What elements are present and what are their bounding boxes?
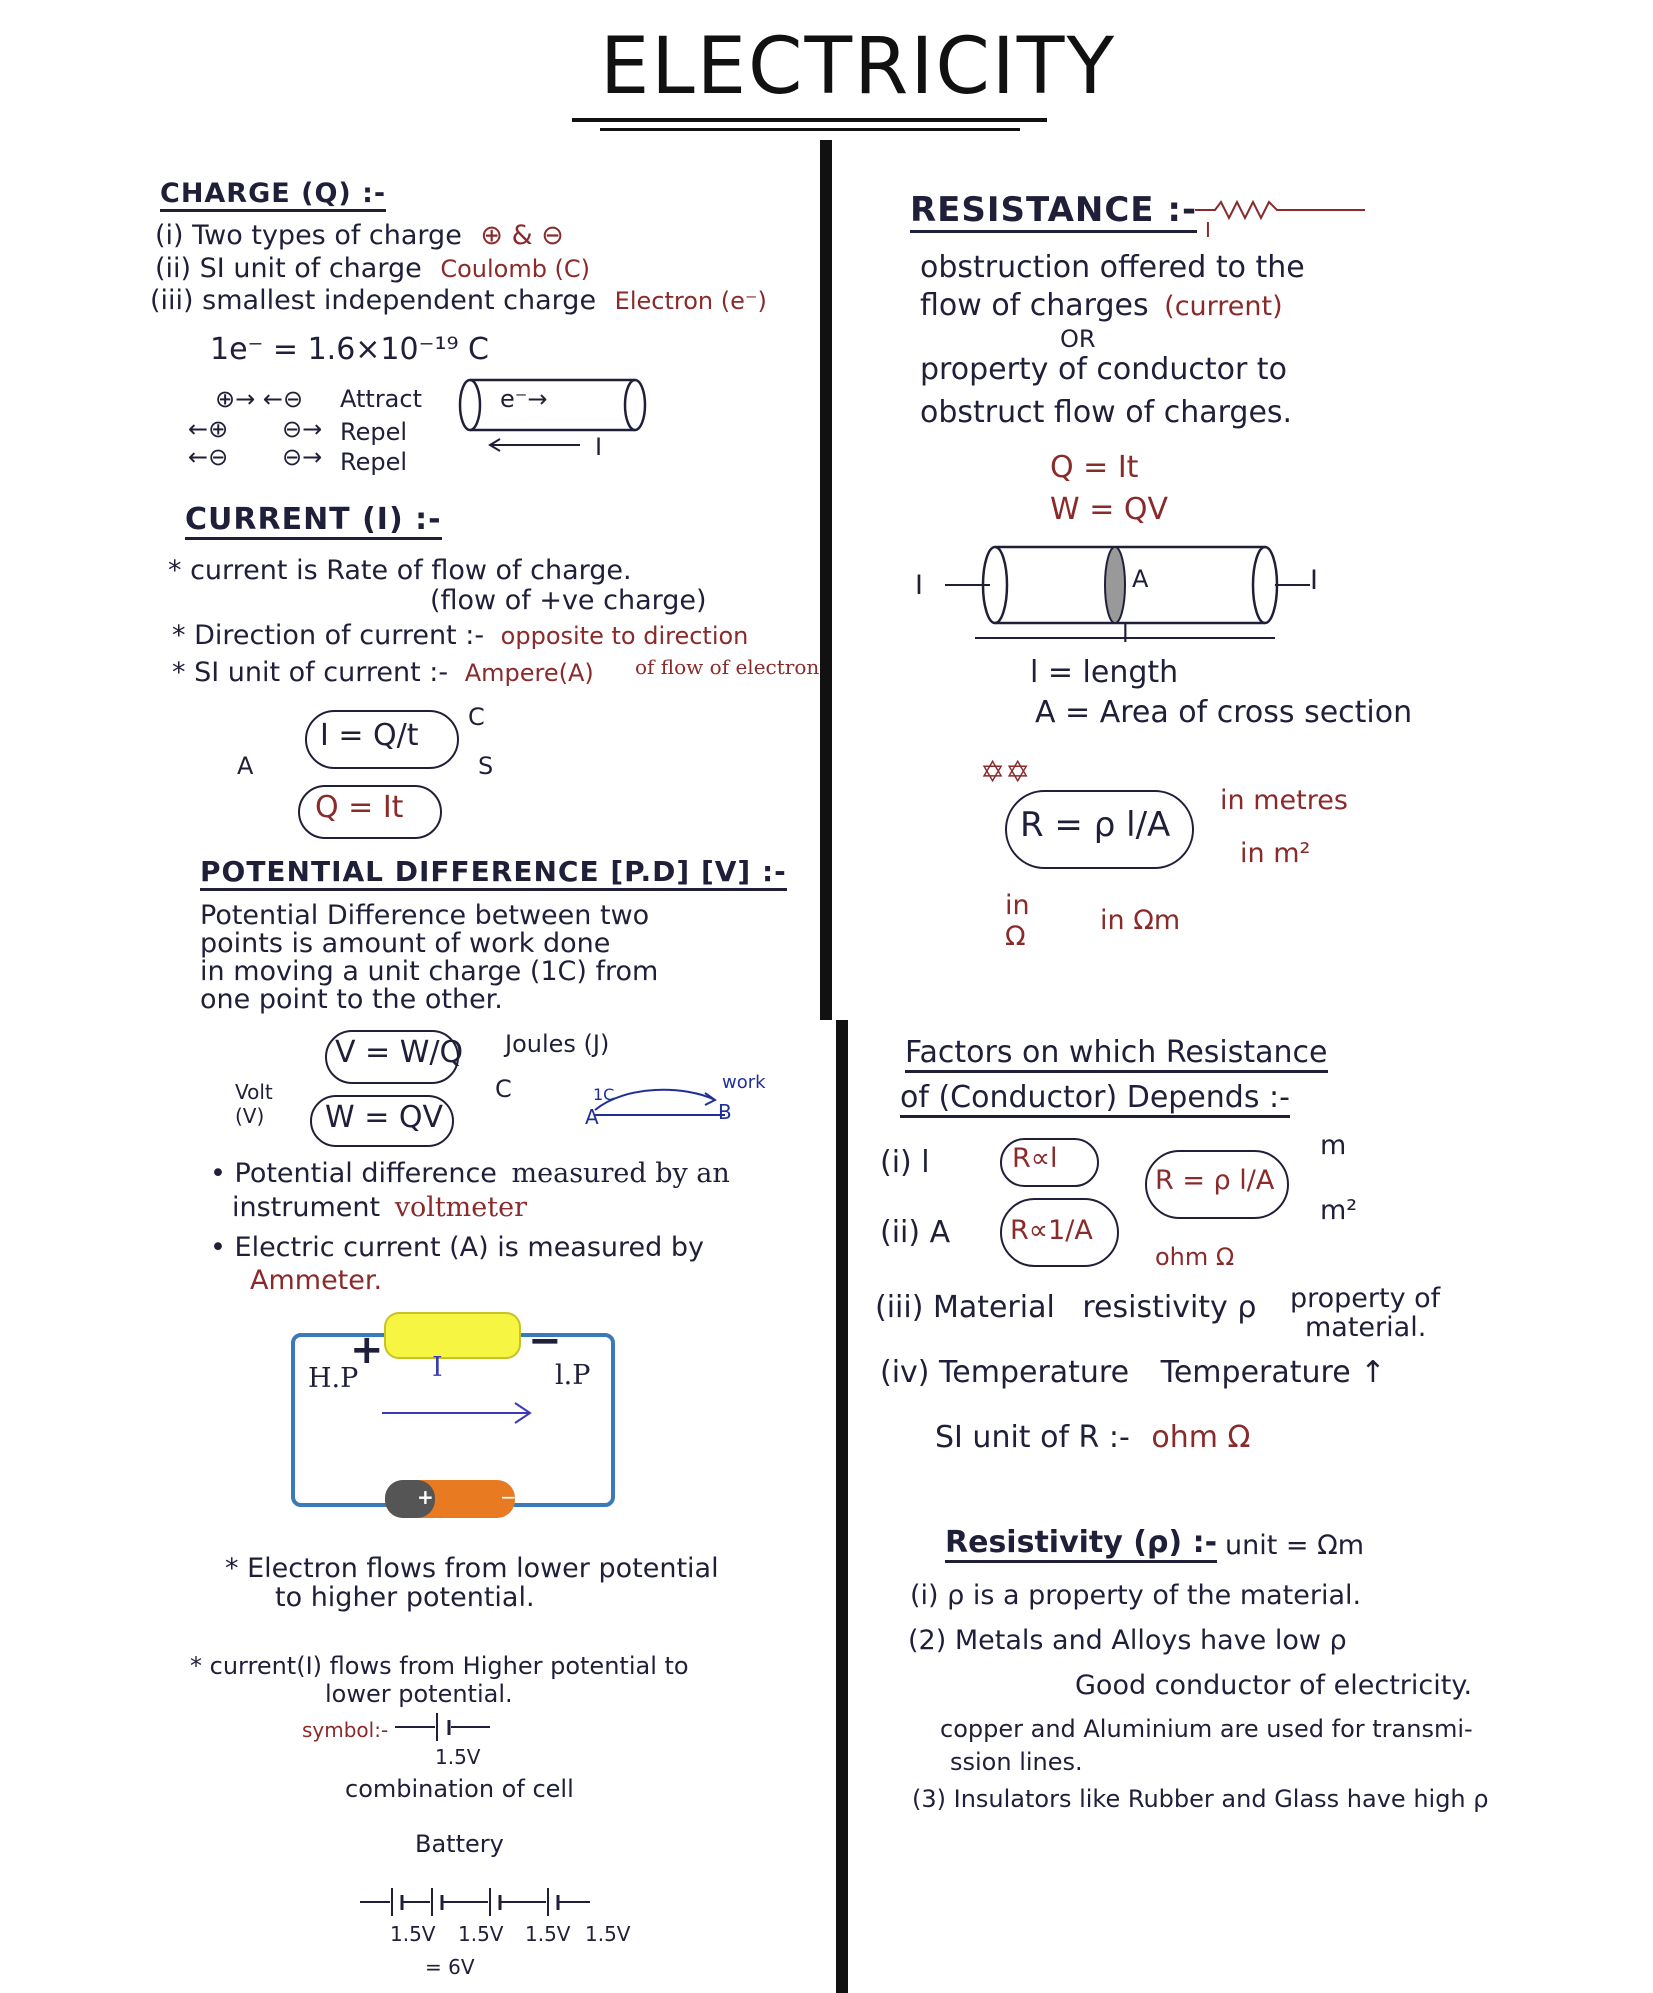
- repel-symbols-1: ←⊕: [188, 415, 229, 443]
- resistance-heading: RESISTANCE :-: [910, 190, 1197, 233]
- resistivity-line-3: Good conductor of electricity.: [1075, 1670, 1473, 1701]
- factor-3c: property of: [1290, 1283, 1441, 1314]
- factor-4b: Temperature ↑: [1160, 1355, 1386, 1390]
- current-formula-2: Q = It: [315, 790, 404, 825]
- pd-formula-1: V = W/Q: [335, 1035, 464, 1070]
- pd-bullet-1d: voltmeter: [394, 1192, 527, 1223]
- resistance-def-3: property of conductor to: [920, 352, 1287, 387]
- factor-4: [880, 1355, 1385, 1390]
- repel-label-2: Repel: [340, 448, 408, 476]
- resistance-def-2b: (current): [1164, 291, 1283, 322]
- battery-cell-2: 1.5V: [458, 1922, 504, 1946]
- current-label-c: C: [468, 703, 485, 731]
- factor-2-relation: R∝1/A: [1010, 1215, 1093, 1246]
- resistance-f2: W = QV: [1050, 492, 1169, 527]
- current-line-2: [172, 620, 748, 651]
- charge-item-2-value: Coulomb (C): [440, 255, 591, 283]
- current-si-value: Ampere(A): [464, 659, 594, 687]
- battery-cell-1: 1.5V: [390, 1922, 436, 1946]
- circuit-current: I: [432, 1352, 443, 1383]
- pd-bullet-1: [210, 1158, 730, 1189]
- factor-m2: m²: [1320, 1195, 1358, 1226]
- pd-line-1: Potential Difference between two: [200, 900, 650, 931]
- current-line-1: * current is Rate of flow of charge.: [168, 555, 632, 586]
- cyl-i-right: I: [1310, 565, 1318, 596]
- cell-plus: +: [417, 1485, 434, 1509]
- title-underline-2: [600, 128, 1020, 131]
- factor-3: [875, 1290, 1256, 1325]
- circuit-plus: +: [350, 1327, 384, 1373]
- battery-cell-4: 1.5V: [585, 1922, 631, 1946]
- resistor-current: I: [1205, 218, 1211, 242]
- pd-volt: Volt (V): [235, 1080, 273, 1128]
- page-title: ELECTRICITY: [600, 22, 1117, 112]
- battery-symbol: [360, 1880, 640, 1920]
- current-flow-2: lower potential.: [325, 1680, 513, 1708]
- factors-heading-2: of (Conductor) Depends :-: [900, 1080, 1290, 1118]
- resistivity-line-2: (2) Metals and Alloys have low ρ: [908, 1625, 1347, 1656]
- resistor-icon: [1195, 190, 1375, 240]
- length-definition: l = length: [1030, 655, 1179, 690]
- cell-voltage: 1.5V: [435, 1745, 481, 1769]
- pd-line-2: points is amount of work done: [200, 928, 611, 959]
- charge-item-1: [155, 220, 564, 251]
- current-line-3c: of flow of electron: [635, 655, 820, 679]
- factor-ohm: ohm Ω: [1155, 1243, 1235, 1271]
- pd-heading: POTENTIAL DIFFERENCE [P.D] [V] :-: [200, 855, 787, 891]
- factor-m: m: [1320, 1130, 1347, 1161]
- resistance-f1: Q = It: [1050, 450, 1139, 485]
- circuit-hp: H.P: [308, 1363, 359, 1394]
- cyl-i-left: I: [915, 570, 923, 601]
- si-unit-r: [935, 1420, 1250, 1455]
- battery-cell-3: 1.5V: [525, 1922, 571, 1946]
- electron-charge-formula: 1e⁻ = 1.6×10⁻¹⁹ C: [210, 332, 489, 367]
- resistivity-heading: Resistivity (ρ) :-: [945, 1525, 1217, 1563]
- factors-heading-1: Factors on which Resistance: [905, 1035, 1328, 1073]
- pd-line-3: in moving a unit charge (1C) from: [200, 956, 659, 987]
- repel-symbols-2b: ⊖→: [282, 443, 323, 471]
- current-label-a: A: [237, 752, 254, 780]
- important-stars: ✡✡: [980, 755, 1031, 790]
- pd-bullet-1b: measured by an: [511, 1158, 730, 1189]
- cyl-l: l: [1122, 620, 1129, 648]
- resistance-in-metres: in metres: [1220, 785, 1348, 816]
- charge-item-3-value: Electron (e⁻): [614, 287, 767, 315]
- current-direction-label: * Direction of current :-: [172, 620, 485, 651]
- electron-flow-1: * Electron flows from lower potential: [225, 1553, 719, 1584]
- resistance-in-ohm-m: in Ωm: [1100, 905, 1181, 936]
- current-label-s: S: [478, 752, 494, 780]
- circuit-minus: −: [528, 1318, 562, 1364]
- resistance-def-1: obstruction offered to the: [920, 250, 1305, 285]
- work-label-1c: 1C: [593, 1085, 615, 1104]
- factor-3a: (iii) Material: [875, 1290, 1055, 1325]
- factor-1: (i) l: [880, 1145, 930, 1180]
- factor-2: (ii) A: [880, 1215, 951, 1250]
- attract-symbols: ⊕→ ←⊖: [215, 385, 304, 413]
- pd-formula-2: W = QV: [325, 1100, 444, 1135]
- column-divider-lower: [836, 1020, 848, 1993]
- factor-3b: resistivity ρ: [1082, 1290, 1257, 1325]
- factor-formula: R = ρ l/A: [1155, 1165, 1275, 1196]
- wire-electron-label: e⁻→: [500, 385, 548, 413]
- attract-label: Attract: [340, 385, 422, 413]
- work-label-b: B: [718, 1100, 732, 1124]
- charge-item-3: [150, 285, 767, 316]
- pd-joules: Joules (J): [505, 1030, 610, 1058]
- current-heading: CURRENT (I) :-: [185, 502, 442, 540]
- repel-label-1: Repel: [340, 418, 408, 446]
- title-underline: [572, 118, 1047, 122]
- resistivity-unit: unit = Ωm: [1225, 1530, 1365, 1561]
- cyl-a: A: [1132, 565, 1149, 593]
- work-label-a: A: [585, 1105, 599, 1129]
- pd-bullet-1c: instrument: [232, 1192, 381, 1223]
- si-unit-r-label: SI unit of R :-: [935, 1420, 1130, 1455]
- circuit-lp: l.P: [555, 1360, 591, 1391]
- charge-item-2: [155, 253, 590, 284]
- factor-4a: (iv) Temperature: [880, 1355, 1130, 1390]
- pd-bullet-2b: Ammeter.: [250, 1265, 383, 1296]
- charge-item-1-value: ⊕ & ⊖: [480, 220, 564, 251]
- symbol-label: symbol:-: [302, 1718, 389, 1742]
- current-line-3: [172, 657, 594, 688]
- resistivity-line-4: copper and Aluminium are used for transmi-: [940, 1715, 1473, 1743]
- resistance-def-4: obstruct flow of charges.: [920, 395, 1293, 430]
- cell-symbol: [395, 1705, 505, 1745]
- factor-1-relation: R∝l: [1012, 1143, 1058, 1174]
- resistance-formula: R = ρ l/A: [1020, 805, 1171, 845]
- resistivity-line-6: (3) Insulators like Rubber and Glass have high ρ: [912, 1785, 1489, 1813]
- current-flow-1: * current(I) flows from Higher potential to: [190, 1652, 689, 1680]
- resistance-def-2a: flow of charges: [920, 288, 1149, 323]
- electron-flow-2: to higher potential.: [275, 1582, 535, 1613]
- repel-symbols-1b: ⊖→: [282, 415, 323, 443]
- pd-coulomb: C: [495, 1075, 512, 1103]
- factor-3d: material.: [1305, 1312, 1427, 1343]
- column-divider: [820, 140, 832, 1020]
- charge-item-3-text: (iii) smallest independent charge: [150, 285, 597, 316]
- current-si-label: * SI unit of current :-: [172, 657, 449, 688]
- work-label: work: [722, 1072, 766, 1093]
- battery-label: Battery: [415, 1830, 504, 1858]
- wire-diagram: [455, 375, 655, 465]
- circuit-diagram: [290, 1305, 630, 1515]
- resistance-or: OR: [1060, 325, 1096, 353]
- charge-item-1-text: (i) Two types of charge: [155, 220, 462, 251]
- resistivity-line-1: (i) ρ is a property of the material.: [910, 1580, 1362, 1611]
- current-formula-1: I = Q/t: [320, 718, 419, 753]
- current-direction-value: opposite to direction: [500, 622, 749, 650]
- pd-bullet-1-line2: [232, 1192, 527, 1223]
- area-definition: A = Area of cross section: [1035, 695, 1413, 730]
- combination-label: combination of cell: [345, 1775, 574, 1803]
- resistance-def-2: [920, 288, 1283, 323]
- pd-bullet-2: • Electric current (A) is measured by: [210, 1232, 704, 1263]
- pd-line-4: one point to the other.: [200, 984, 503, 1015]
- charge-item-2-text: (ii) SI unit of charge: [155, 253, 422, 284]
- resistance-in-m2: in m²: [1240, 838, 1311, 869]
- charge-heading: CHARGE (Q) :-: [160, 178, 386, 212]
- resistance-in-ohm: in Ω: [1005, 890, 1030, 952]
- pd-bullet-1a: • Potential difference: [210, 1158, 497, 1189]
- repel-symbols-2: ←⊖: [188, 443, 229, 471]
- cell-minus: −: [500, 1485, 517, 1509]
- battery-total: = 6V: [425, 1955, 475, 1979]
- resistivity-line-5: ssion lines.: [950, 1748, 1083, 1776]
- wire-current-label: I: [595, 433, 603, 461]
- current-line-1b: (flow of +ve charge): [430, 585, 707, 616]
- si-unit-r-value: ohm Ω: [1151, 1420, 1251, 1455]
